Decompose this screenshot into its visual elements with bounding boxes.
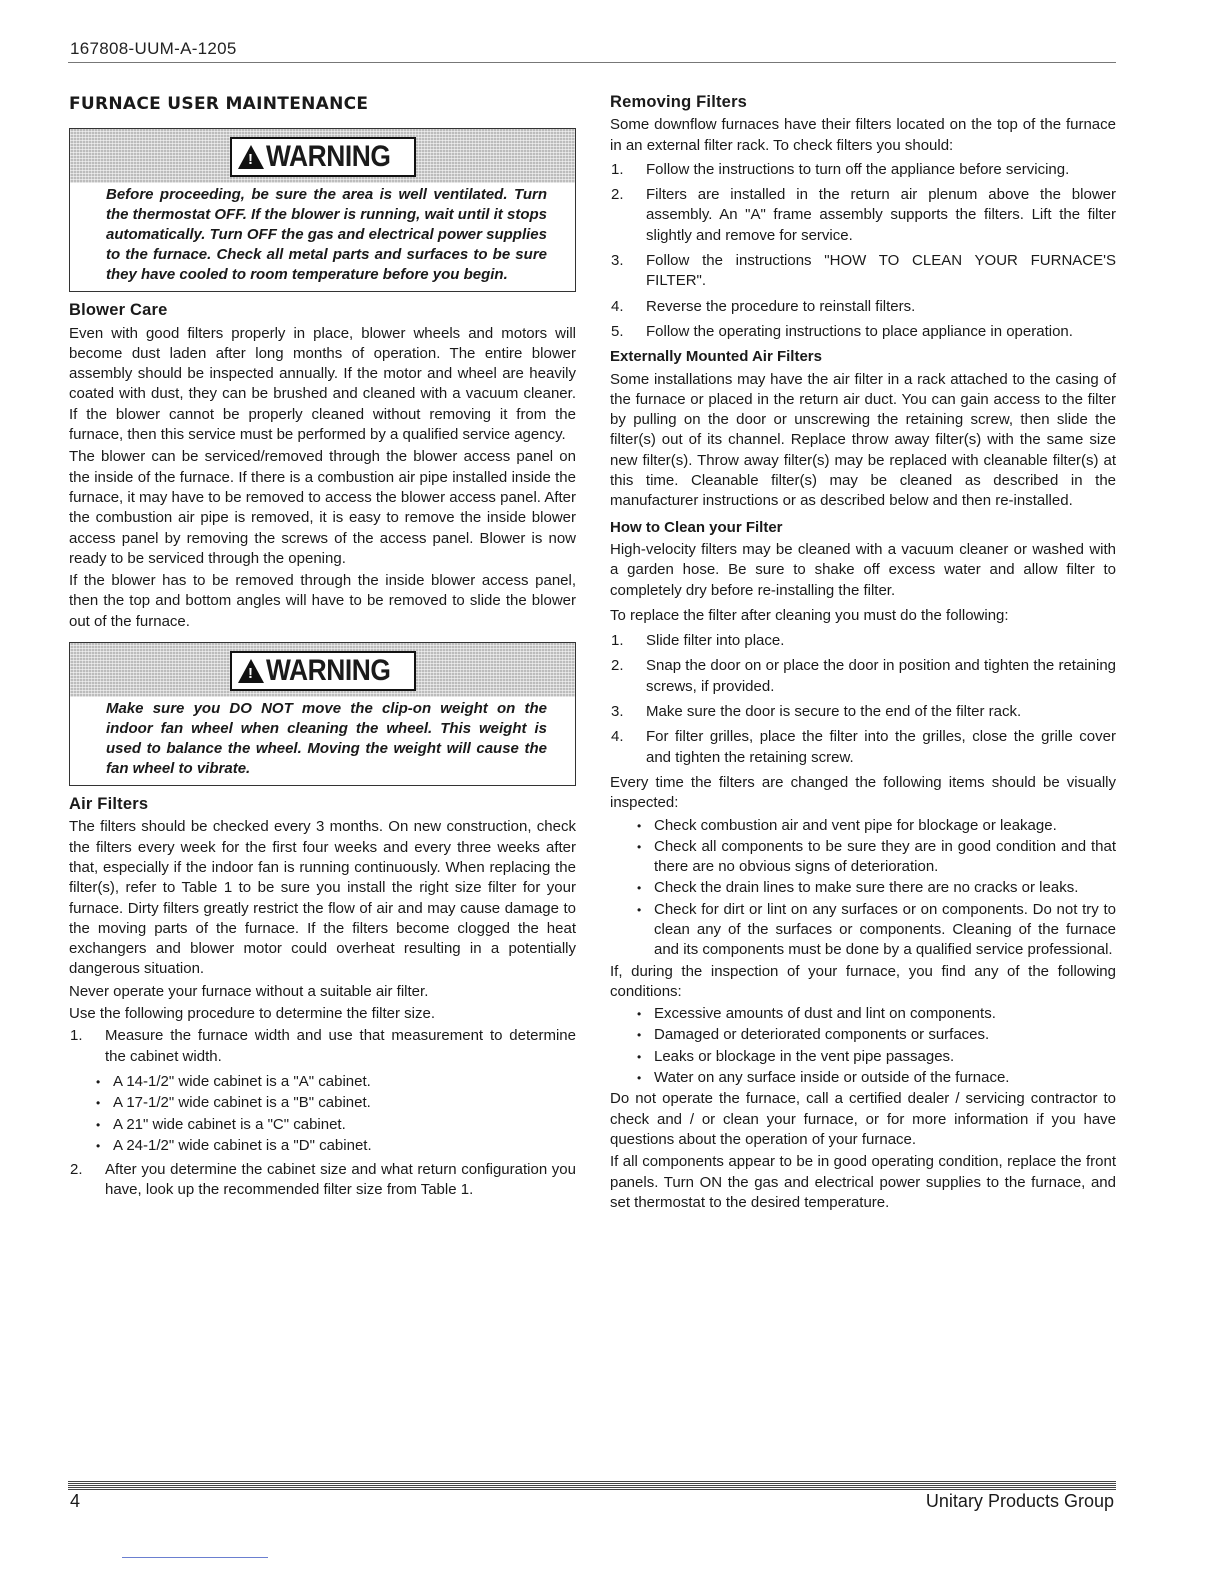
- list-text: Follow the instructions "HOW TO CLEAN YOUR FURNACE'S FILTER".: [646, 252, 1116, 290]
- warning-box-ventilation: [69, 128, 576, 292]
- list-item: • A 21" wide cabinet is a "C" cabinet.: [69, 1115, 576, 1135]
- list-text: Measure the furnace width and use that measurement to determine the cabinet width.: [105, 1027, 576, 1065]
- list-number: 3.: [611, 252, 624, 270]
- paragraph: Use the following procedure to determine the filter size.: [69, 1005, 436, 1023]
- inspection-list: [610, 816, 1116, 961]
- warning-label: [230, 137, 416, 177]
- list-number: 4.: [611, 728, 624, 746]
- warning-text: Before proceeding, be sure the area is well ventilated. Turn the thermostat OFF. If the blower is running, wait until it stops automatically. Turn OFF the gas and electrical power supplies to the furnace. Check all metal parts and surfaces to be sure they have cooled to room temperature before you begin.: [106, 186, 547, 284]
- list-item: • Damaged or deteriorated components or surfaces.: [610, 1025, 1116, 1045]
- list-text: Slide filter into place.: [646, 632, 785, 650]
- paragraph: Never operate your furnace without a suitable air filter.: [69, 982, 429, 1000]
- paragraph: Even with good filters properly in place, blower wheels and motors will become dust laden after long months of operation. The entire blower assembly should be inspected annually. If the motor and wheel are heavily coated with dust, they can be brushed and cleaned with a vacuum cleaner. If the blower cannot be properly cleaned without removing it from the furnace, then this service must be performed by a qualified service agency.: [69, 324, 576, 444]
- warning-triangle-icon: !: [238, 145, 264, 169]
- paragraph: If the blower has to be removed through the inside blower access panel, then the top and bottom angles will have to be removed to slide the blower out of the furnace.: [69, 572, 576, 630]
- paragraph: To replace the filter after cleaning you must do the following:: [610, 606, 1009, 624]
- company-name: Unitary Products Group: [925, 1491, 1114, 1511]
- list-text: Snap the door on or place the door in position and tighten the retaining screws, if provided.: [646, 657, 1116, 695]
- list-item: [610, 702, 1116, 722]
- warning-word: WARNING: [266, 140, 391, 174]
- list-number: 1.: [611, 632, 624, 650]
- list-item: • Leaks or blockage in the vent pipe passages.: [610, 1047, 1116, 1067]
- conditions-list: [610, 1004, 1116, 1088]
- air-filters-heading: Air Filters: [69, 795, 149, 814]
- paragraph: Every time the filters are changed the following items should be visually inspected:: [610, 773, 1116, 812]
- list-number: 1.: [611, 160, 624, 178]
- list-item: [610, 251, 1116, 292]
- paragraph: If, during the inspection of your furnace, you find any of the following conditions:: [610, 962, 1116, 1000]
- list-number: 2.: [611, 657, 624, 675]
- list-item: • A 14-1/2" wide cabinet is a "A" cabinet.: [69, 1072, 576, 1092]
- list-item: • Check for dirt or lint on any surfaces or on components. Do not try to clean any of the surfaces or components. Cleaning of the furnace and its components must be done by a qualified service professional.: [610, 900, 1116, 961]
- list-item: [610, 297, 1116, 317]
- external-filters-heading: Externally Mounted Air Filters: [610, 348, 822, 366]
- list-text: Filters are installed in the return air plenum above the blower assembly. An "A" frame assembly supports the filters. Lift the filter slightly and remove for service.: [646, 186, 1116, 244]
- left-column: [69, 90, 576, 1206]
- list-number: 2.: [70, 1161, 83, 1179]
- paragraph: If all components appear to be in good operating condition, replace the front panels. Turn ON the gas and electrical power supplies to the furnace, and set thermostat to the desired temperature.: [610, 1153, 1116, 1211]
- list-text: Follow the operating instructions to place appliance in operation.: [646, 322, 1073, 340]
- paragraph: Do not operate the furnace, call a certified dealer / servicing contractor to check and / or clean your furnace, or for more information if you have questions about the operation of your furnace.: [610, 1090, 1116, 1148]
- list-item: • Check combustion air and vent pipe for blockage or leakage.: [610, 816, 1116, 836]
- list-item: • Water on any surface inside or outside of the furnace.: [610, 1068, 1116, 1088]
- paragraph: The blower can be serviced/removed through the blower access panel on the inside of the furnace. If there is a combustion air pipe installed inside the furnace, it may have to be removed to access the blower access panel. After the combustion air pipe is removed, it is easy to remove the inside blower access panel by removing the screws of the access panel. Blower is now ready to be serviced through the opening.: [69, 448, 576, 567]
- document-id: 167808-UUM-A-1205: [70, 39, 237, 58]
- paragraph: Some downflow furnaces have their filters located on the top of the furnace in an external filter rack. To check filters you should:: [610, 116, 1116, 154]
- paragraph: The filters should be checked every 3 months. On new construction, check the filters every week for the first four weeks and every three weeks after that, especially if the indoor fan is running continuously. When replacing the filter(s), refer to Table 1 to be sure you install the right size filter for your furnace. Dirty filters greatly restrict the flow of air and may cause damage to the moving parts of the furnace. If the filters become clogged the heat exchangers and blower motor could overheat resulting in a potentially dangerous situation.: [69, 818, 576, 978]
- list-number: 5.: [611, 322, 624, 340]
- list-item: • A 24-1/2" wide cabinet is a "D" cabinet.: [69, 1136, 576, 1156]
- list-text: Make sure the door is secure to the end of the filter rack.: [646, 703, 1022, 721]
- list-item: [69, 1026, 576, 1067]
- list-number: 2.: [611, 186, 624, 204]
- warning-word: WARNING: [266, 653, 391, 687]
- list-item: [610, 727, 1116, 768]
- list-item: • A 17-1/2" wide cabinet is a "B" cabinet.: [69, 1093, 576, 1113]
- list-item: [610, 631, 1116, 651]
- warning-header: [70, 643, 575, 697]
- list-text: After you determine the cabinet size and what return configuration you have, look up the recommended filter size from Table 1.: [105, 1161, 576, 1199]
- list-number: 3.: [611, 703, 624, 721]
- warning-label: [230, 651, 416, 691]
- footer-rule: [68, 1481, 1116, 1490]
- link-underline: [122, 1557, 268, 1558]
- section-title: FURNACE USER MAINTENANCE: [69, 94, 369, 114]
- list-item: [610, 185, 1116, 246]
- warning-header: [70, 129, 575, 183]
- blower-care-heading: Blower Care: [69, 301, 168, 320]
- paragraph: Some installations may have the air filter in a rack attached to the casing of the furnace or placed in the return air duct. You can gain access to the filter by pulling on the door or unscrewing the retaining screw, then slide the filter(s) out of its channel. Replace throw away filter(s) with the same size new filter(s). Throw away filter(s) may be replaced with cleanable filter(s) at this time. Cleanable filter(s) may be cleaned as described in the manufacturer instructions or as described below and then re-installed.: [610, 370, 1116, 510]
- list-text: For filter grilles, place the filter into the grilles, close the grille cover and tighten the retaining screw.: [646, 728, 1116, 766]
- list-item: • Check all components to be sure they are in good condition and that there are no obvious signs of deterioration.: [610, 837, 1116, 878]
- header-rule: [68, 62, 1116, 63]
- list-text: Reverse the procedure to reinstall filters.: [646, 297, 916, 315]
- list-number: 1.: [70, 1027, 83, 1045]
- list-item: [610, 656, 1116, 697]
- paragraph: High-velocity filters may be cleaned with a vacuum cleaner or washed with a garden hose. Be sure to shake off excess water and allow filter to completely dry before re-installing the filter.: [610, 540, 1116, 599]
- warning-box-clip-on-weight: [69, 642, 576, 786]
- removing-filters-heading: Removing Filters: [610, 93, 748, 111]
- page-number: 4: [70, 1491, 81, 1511]
- clean-filter-heading: How to Clean your Filter: [610, 518, 783, 536]
- list-number: 4.: [611, 297, 624, 315]
- right-column: [610, 90, 1116, 1215]
- list-item: [69, 1160, 576, 1201]
- warning-triangle-icon: !: [238, 659, 264, 683]
- list-item: [610, 322, 1116, 342]
- list-item: • Excessive amounts of dust and lint on components.: [610, 1004, 1116, 1024]
- cabinet-size-list: [69, 1072, 576, 1156]
- list-text: Follow the instructions to turn off the appliance before servicing.: [646, 160, 1070, 178]
- list-item: • Check the drain lines to make sure there are no cracks or leaks.: [610, 878, 1116, 898]
- warning-text: Make sure you DO NOT move the clip-on weight on the indoor fan wheel when cleaning the wheel. This weight is used to balance the wheel. Moving the weight will cause the fan wheel to vibrate.: [106, 700, 547, 778]
- list-item: [610, 160, 1116, 180]
